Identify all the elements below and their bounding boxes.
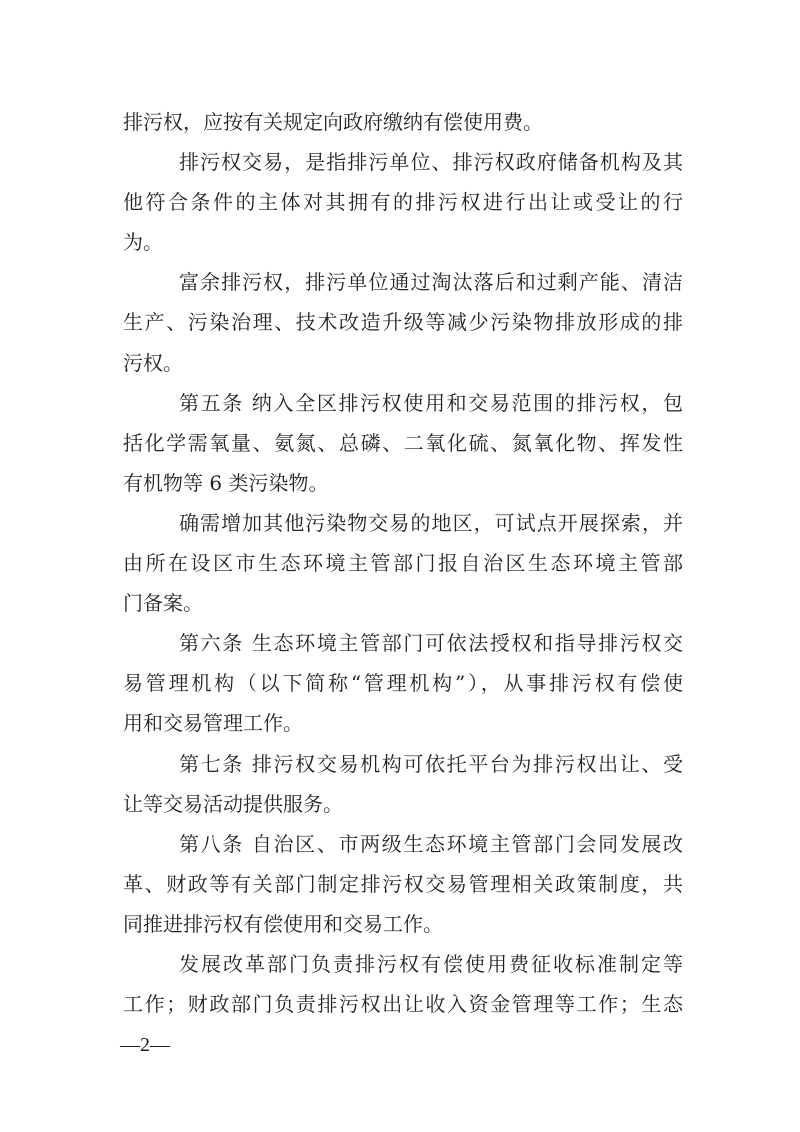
paragraph [123,503,683,623]
document-body [123,102,683,1024]
text-line: 让等交易活动提供服务。 [123,791,343,816]
paragraph [123,744,683,824]
text-line: 革、财政等有关部门制定排污权交易管理相关政策制度，共 [123,871,683,896]
text-line: 为。 [123,230,163,255]
text-line: 第五条 纳入全区排污权使用和交易范围的排污权，包 [179,390,683,415]
text-line: 第六条 生态环境主管部门可依法授权和指导排污权交 [179,631,683,656]
paragraph [123,262,683,382]
text-line: 排污权，应按有关规定向政府缴纳有偿使用费。 [123,110,543,134]
text-line: 确需增加其他污染物交易的地区，可试点开展探索，并 [179,510,683,535]
paragraph [123,142,683,262]
text-line: 第七条 排污权交易机构可依托平台为排污权出让、受 [179,751,683,776]
paragraph [123,383,683,503]
text-line: 用和交易管理工作。 [123,711,303,736]
text-line: 生产、污染治理、技术改造升级等减少污染物排放形成的排 [123,310,683,335]
text-line: 他符合条件的主体对其拥有的排污权进行出让或受让的行 [123,190,683,215]
paragraph [123,623,683,743]
text-line: 发展改革部门负责排污权有偿使用费征收标准制定等 [179,951,683,976]
paragraph [123,824,683,944]
text-line: 由所在设区市生态环境主管部门报自治区生态环境主管部 [123,551,683,576]
text-line: 富余排污权，排污单位通过淘汰落后和过剩产能、清洁 [179,270,683,295]
paragraph [123,944,683,1024]
text-line: 同推进排污权有偿使用和交易工作。 [123,911,443,936]
paragraph [123,102,683,142]
page-number: —2— [120,1034,170,1056]
text-line: 括化学需氧量、氨氮、总磷、二氧化硫、氮氧化物、挥发性 [123,430,683,455]
text-line: 排污权交易，是指排污单位、排污权政府储备机构及其 [179,150,683,175]
text-line: 工作；财政部门负责排污权出让收入资金管理等工作；生态 [123,992,683,1017]
text-line: 污权。 [123,350,183,375]
text-line: 第八条 自治区、市两级生态环境主管部门会同发展改 [179,831,683,856]
text-line: 门备案。 [123,591,203,616]
text-line: 易管理机构（以下简称“管理机构”），从事排污权有偿使 [123,671,683,696]
text-line: 有机物等 6 类污染物。 [123,470,329,495]
